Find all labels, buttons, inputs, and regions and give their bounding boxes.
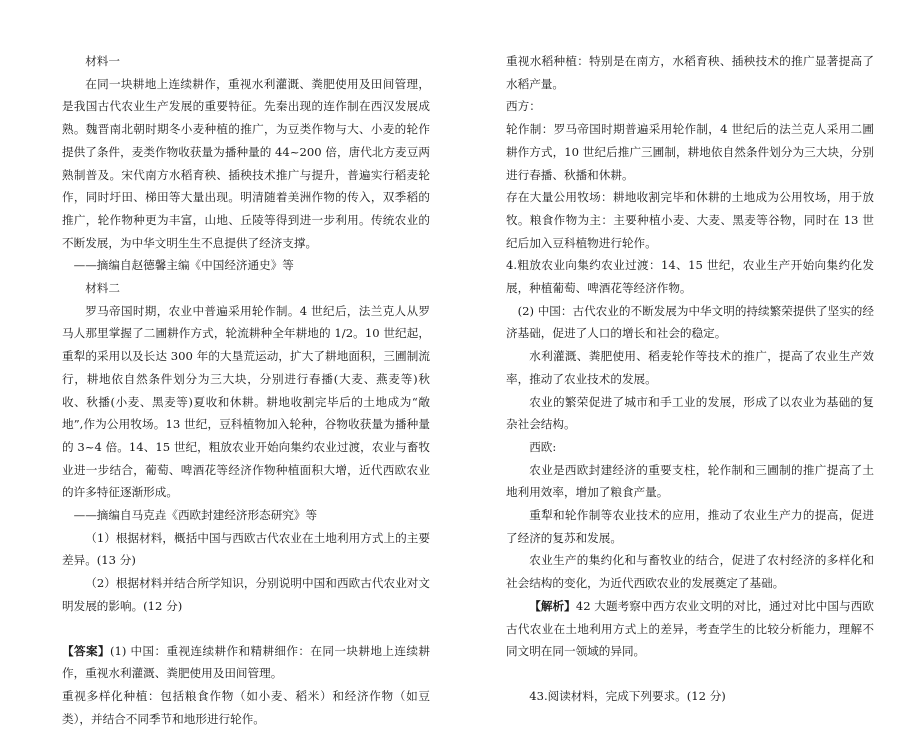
answer-intro-text: (1) 中国：重视连续耕作和精耕细作：在同一块耕地上连续耕作，重视水利灌溉、粪肥使用及田间管理。 (62, 643, 430, 681)
answer-west-pillar: 农业是西欧封建经济的重要支柱，轮作制和三圃制的推广提高了土地利用效率，增加了粮食产量。 (506, 462, 874, 500)
analysis (506, 595, 874, 663)
left-column (62, 50, 430, 730)
answer-intensive: 4.粗放农业向集约农业过渡：14、15 世纪，农业生产开始向集约化发展，种植葡萄、啤酒花等经济作物。 (506, 258, 874, 296)
answer-rotation: 轮作制：罗马帝国时期普遍采用轮作制，4 世纪后的法兰克人采用二圃耕作方式，10 世纪后推广三圃制，耕地依自然条件划分为三大块，分别进行春播、秋播和休耕。 (506, 122, 874, 182)
answer-tag: 【答案】 (62, 643, 110, 658)
material-1-title: 材料一 (85, 54, 120, 68)
answer-rice: 重视水稻种植：特别是在南方，水稻育秧、插秧技术的推广显著提高了水稻产量。 (506, 54, 874, 91)
analysis-text: 42 大题考察中西方农业文明的对比，通过对比中国与西欧古代农业在土地利用方式上的差异，考查学生的比较分析能力，理解不同文明在同一领域的异同。 (506, 598, 874, 659)
question-1: （1）根据材料，概括中国与西欧古代农业在土地利用方式上的主要差异。(13 分) (62, 530, 430, 568)
spacer (506, 663, 874, 685)
question-2: （2）根据材料并结合所学知识，分别说明中国和西欧古代农业对文明发展的影响。(12 分) (62, 576, 430, 613)
answer-west-heading-2: 西欧: (529, 439, 557, 454)
question-43: 43.阅读材料，完成下列要求。(12 分) (529, 688, 726, 703)
answer-pasture: 存在大量公用牧场：耕地收割完毕和休耕的土地成为公用牧场，用于放牧。粮食作物为主：主要种植小麦、大麦、黑麦等谷物，同时在 13 世纪后加入豆科植物进行轮作。 (506, 190, 874, 250)
material-1-source: ——摘编自赵德馨主编《中国经济通史》等 (73, 258, 294, 273)
answer-tech: 水利灌溉、粪肥使用、稻麦轮作等技术的推广，提高了农业生产效率，推动了农业技术的发展。 (506, 349, 874, 386)
answer-part-2-china: (2) 中国：古代农业的不断发展为中华文明的持续繁荣提供了坚实的经济基础，促进了人口的增长和社会的稳定。 (506, 303, 874, 341)
answer-west-structure: 农业生产的集约化和与畜牧业的结合，促进了农村经济的多样化和社会结构的变化，为近代西欧农业的发展奠定了基础。 (506, 553, 874, 591)
analysis-tag: 【解析】 (529, 598, 576, 613)
right-column (506, 50, 874, 708)
answer-west-heading: 西方： (506, 99, 541, 114)
material-2-title: 材料二 (85, 281, 120, 296)
answer-society: 农业的繁荣促进了城市和手工业的发展，形成了以农业为基础的复杂社会结构。 (506, 394, 874, 432)
material-1-body: 在同一块耕地上连续耕作，重视水利灌溉、粪肥使用及田间管理，是我国古代农业生产发展的重要特征。先秦出现的连作制在西汉发展成熟。魏晋南北朝时期冬小麦种植的推广，为豆类作物与大、小麦的轮作提供了条件，麦类作物收获量为播种量的 44~200 倍，唐代北方麦豆两熟制普及。宋代南方水稻育秧、插秧技术推广与提升，普遍实行稻麦轮作，同时圩田、梯田等大量出现。明清随着美洲作物的传入，双季稻的推广，轮作物种更为丰富，山地、丘陵等得到进一步利用。传统农业的不断发展，为中华文明生生不息提供了经济支撑。 (62, 76, 430, 250)
material-2-source: ——摘编自马克垚《西欧封建经济形态研究》等 (73, 508, 318, 523)
answer-intro (62, 640, 430, 685)
spacer (62, 618, 430, 640)
material-2-body: 罗马帝国时期，农业中普遍采用轮作制。4 世纪后，法兰克人从罗马人那里掌握了二圃耕作方式，轮流耕种全年耕地的 1/2。10 世纪起，重犁的采用以及长达 300 年的大垦荒运动，扩大了耕地面积，三圃制流行，耕地依自然条件划分为三大块，分别进行春播(大麦、燕麦等)秋收、秋播(小麦、黑麦等)夏收和休耕。耕地收割完毕后的土地成为“敞地”,作为公用牧场。13 世纪，豆科植物加入轮种，谷物收获量为播种量的 3~4 倍。14、15 世纪，粗放农业开始向集约农业过渡，农业与畜牧业进一步结合，葡萄、啤酒花等经济作物种植面积大增，近代西欧农业的许多特征逐渐形成。 (62, 303, 430, 500)
answer-line-2: 重视多样化种植：包括粮食作物（如小麦、稻米）和经济作物（如豆类），并结合不同季节和地形进行轮作。 (62, 688, 430, 726)
answer-west-tech: 重犁和轮作制等农业技术的应用，推动了农业生产力的提高，促进了经济的复苏和发展。 (506, 508, 874, 545)
